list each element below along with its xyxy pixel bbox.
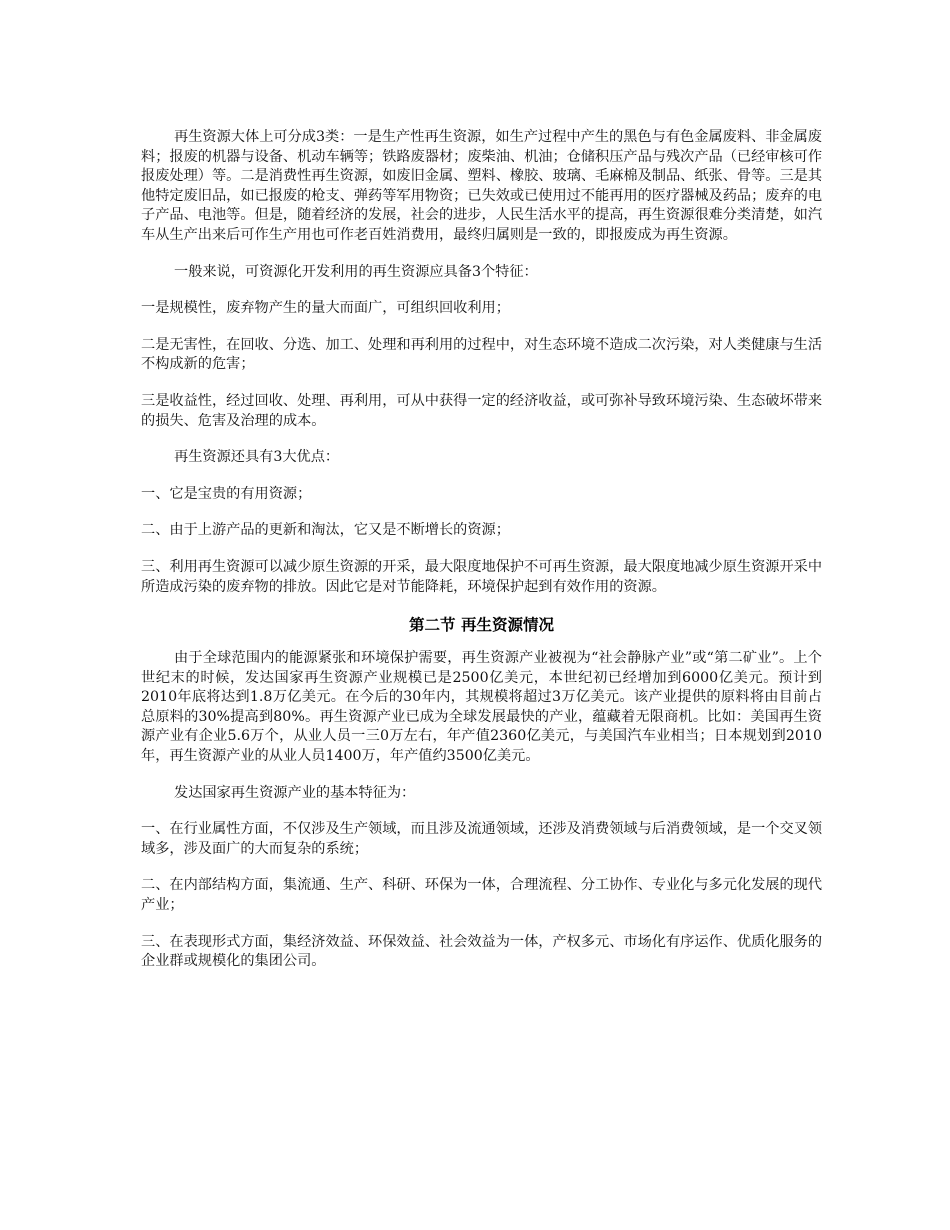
paragraph-feature-scale: 一是规模性，废弃物产生的量大而面广，可组织回收利用； — [141, 300, 510, 317]
paragraph-characteristic-3: 三、在表现形式方面，集经济效益、环保效益、社会效益为一体，产权多元、市场化有序运作、优质化服务的企业群或规模化的集团公司。 — [141, 933, 823, 970]
paragraph-feature-profit: 三是收益性，经过回收、处理、再利用，可从中获得一定的经济收益，或可弥补导致环境污染、生态破坏带来的损失、危害及治理的成本。 — [141, 392, 823, 429]
document-page — [141, 128, 822, 989]
paragraph-advantage-3: 三、利用再生资源可以减少原生资源的开采，最大限度地保护不可再生资源，最大限度地减少原生资源开采中所造成污染的废弃物的排放。因此它是对节能降耗，环境保护起到有效作用的资源。 — [141, 558, 823, 595]
paragraph-categories: 再生资源大体上可分成3类：一是生产性再生资源，如生产过程中产生的黑色与有色金属废料、非金属废料；报废的机器与设备、机动车辆等；铁路废器材；废柴油、机油；仓储积压产品与残次产品（已经审核可作报废处理）等。二是消费性再生资源，如废旧金属、塑料、橡胶、玻璃、毛麻棉及制品、纸张、骨等。三是其他特定废旧品，如已报废的枪支、弹药等军用物资；已失效或已使用过不能再用的医疗器械及药品；废弃的电子产品、电池等。但是，随着经济的发展，社会的进步，人民生活水平的提高，再生资源很难分类清楚，如汽车从生产出来后可作生产用也可作老百姓消费用，最终归属则是一致的，即报废成为再生资源。 — [141, 129, 823, 243]
paragraph-global-situation: 由于全球范围内的能源紧张和环境保护需要，再生资源产业被视为“社会静脉产业”或“第二矿业”。上个世纪末的时候，发达国家再生资源产业规模已是2500亿美元，本世纪初已经增加到6000亿美元。预计到2010年底将达到1.8万亿美元。在今后的30年内，其规模将超过3万亿美元。该产业提供的原料将由目前占总原料的30%提高到80%。再生资源产业已成为全球发展最快的产业，蕴藏着无限商机。比如：美国再生资源产业有企业5.6万个，从业人员一三0万左右，年产值2360亿美元，与美国汽车业相当；日本规划到2010年，再生资源产业的从业人员1400万，年产值约3500亿美元。 — [141, 650, 822, 765]
paragraph-advantage-2: 二、由于上游产品的更新和淘汰，它又是不断增长的资源； — [141, 522, 510, 539]
paragraph-characteristic-1: 一、在行业属性方面，不仅涉及生产领域，而且涉及流通领域，还涉及消费领域与后消费领域，是一个交叉领域多，涉及面广的大而复杂的系统； — [141, 821, 823, 857]
paragraph-feature-harmless: 二是无害性，在回收、分选、加工、处理和再利用的过程中，对生态环境不造成二次污染，对人类健康与生活不构成新的危害； — [141, 336, 823, 373]
paragraph-characteristics-intro: 发达国家再生资源产业的基本特征为： — [174, 784, 416, 801]
paragraph-characteristic-2: 二、在内部结构方面，集流通、生产、科研、环保为一体，合理流程、分工协作、专业化与多元化发展的现代产业； — [141, 877, 823, 914]
paragraph-features-intro: 一般来说，可资源化开发利用的再生资源应具备3个特征： — [174, 263, 538, 280]
paragraph-advantages-intro: 再生资源还具有3大优点： — [174, 449, 340, 466]
section-heading: 第二节 再生资源情况 — [409, 616, 554, 635]
paragraph-advantage-1: 一、它是宝贵的有用资源； — [141, 485, 312, 502]
